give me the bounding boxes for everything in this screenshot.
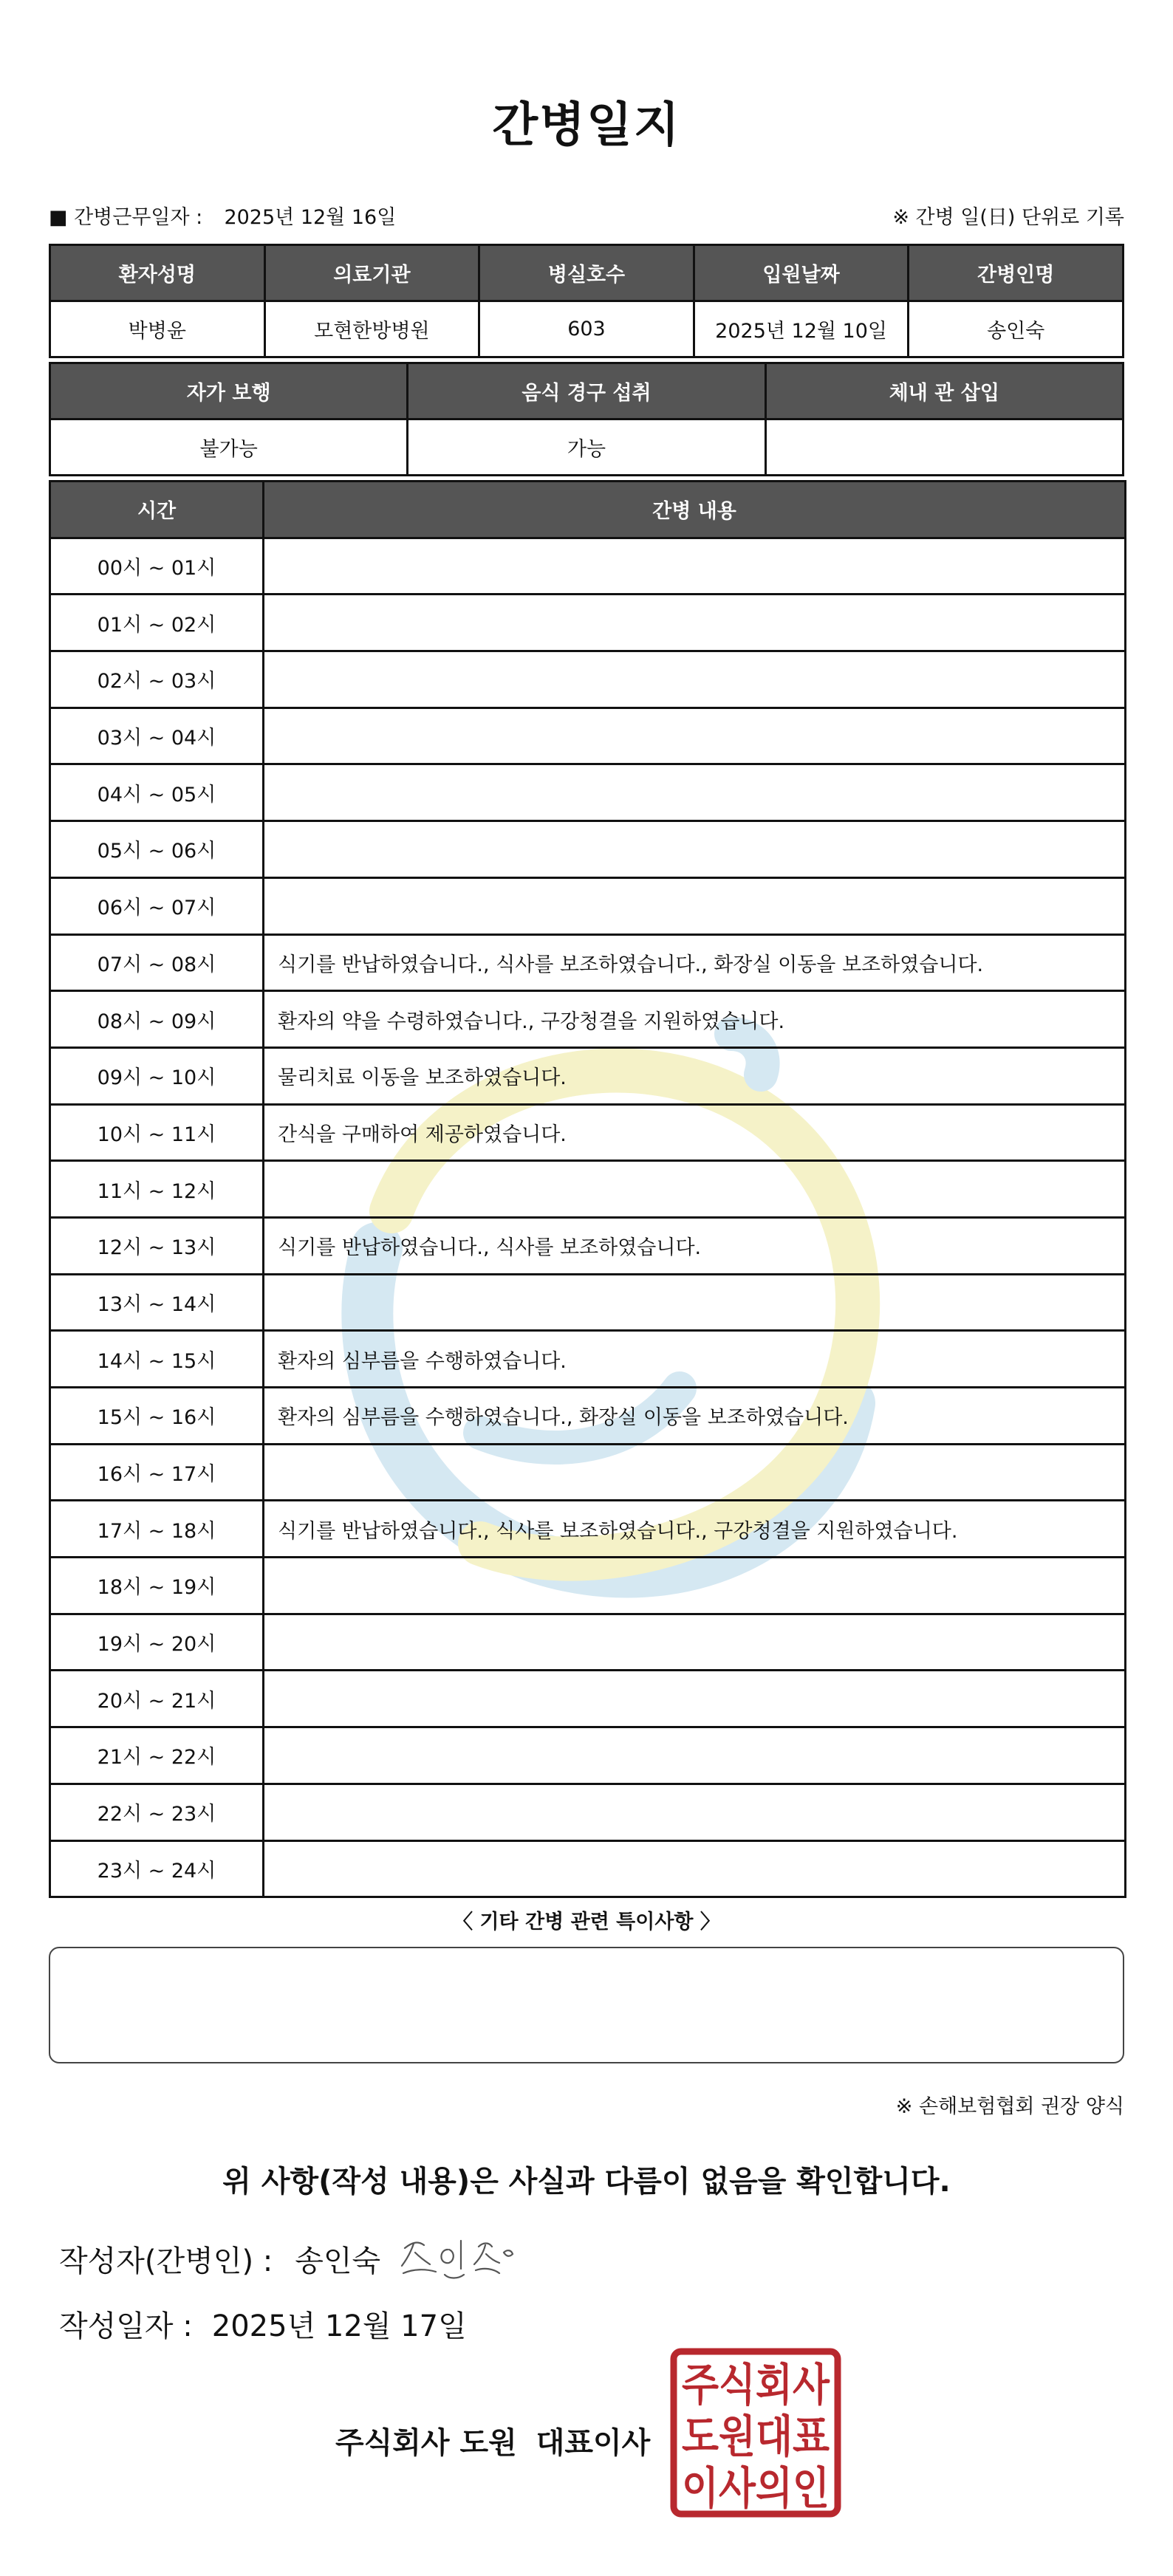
log-time-cell: 19시 ~ 20시 [50, 1614, 264, 1671]
log-content-cell [264, 538, 1126, 595]
document-title: 간병일지 [492, 98, 681, 153]
log-row [50, 1161, 1126, 1218]
written-date-label: 작성일자 : [59, 2309, 193, 2343]
log-content-cell [264, 764, 1126, 821]
log-content-cell: 환자의 심부름을 수행하였습니다., 화장실 이동을 보조하였습니다. [264, 1388, 1126, 1445]
log-row [50, 1558, 1126, 1614]
header-tube-insertion: 체내 관 삽입 [765, 363, 1123, 419]
log-row [50, 595, 1126, 651]
log-content-cell [264, 1558, 1126, 1614]
writer-label: 작성자(간병인) : [59, 2244, 273, 2278]
log-time-cell: 03시 ~ 04시 [50, 708, 264, 764]
log-content-cell: 간식을 구매하여 제공하였습니다. [264, 1104, 1126, 1161]
log-row [50, 1444, 1126, 1501]
log-row [50, 1727, 1126, 1784]
log-row [50, 1671, 1126, 1727]
work-date [49, 201, 396, 230]
log-content-cell: 물리치료 이동을 보조하였습니다. [264, 1047, 1126, 1104]
log-time-cell: 09시 ~ 10시 [50, 1047, 264, 1104]
log-time-cell: 17시 ~ 18시 [50, 1501, 264, 1558]
log-content-cell [264, 595, 1126, 651]
log-row [50, 1047, 1126, 1104]
log-content-cell: 식기를 반납하였습니다., 식사를 보조하였습니다., 구강청결을 지원하였습니다. [264, 1501, 1126, 1558]
log-row [50, 1784, 1126, 1840]
log-row [50, 651, 1126, 708]
header-room-number: 병실호수 [479, 245, 694, 301]
log-row [50, 1104, 1126, 1161]
log-time-cell: 00시 ~ 01시 [50, 538, 264, 595]
log-time-cell: 23시 ~ 24시 [50, 1840, 264, 1897]
log-time-cell: 11시 ~ 12시 [50, 1161, 264, 1218]
log-content-cell: 식기를 반납하였습니다., 식사를 보조하였습니다. [264, 1217, 1126, 1274]
log-row [50, 821, 1126, 878]
patient-info-table [49, 244, 1124, 358]
log-content-cell: 환자의 약을 수령하였습니다., 구강청결을 지원하였습니다. [264, 991, 1126, 1048]
log-time-cell: 18시 ~ 19시 [50, 1558, 264, 1614]
value-oral-intake: 가능 [408, 419, 765, 476]
association-note: ※ 손해보험협회 권장 양식 [895, 2095, 1124, 2118]
log-time-cell: 06시 ~ 07시 [50, 877, 264, 934]
value-admission-date: 2025년 12월 10일 [694, 301, 909, 357]
log-time-cell: 01시 ~ 02시 [50, 595, 264, 651]
status-header-row [50, 363, 1124, 419]
log-row [50, 1274, 1126, 1331]
work-date-value: 2025년 12월 16일 [224, 206, 397, 229]
log-row [50, 1614, 1126, 1671]
confirmation-statement: 위 사항(작성 내용)은 사실과 다름이 없음을 확인합니다. [222, 2165, 951, 2199]
log-row [50, 934, 1126, 991]
svg-text:도원대표: 도원대표 [682, 2412, 830, 2462]
record-unit-note: ※ 간병 일(日) 단위로 기록 [892, 206, 1124, 229]
work-date-label: ■ 간병근무일자 : [49, 206, 203, 229]
log-time-cell: 10시 ~ 11시 [50, 1104, 264, 1161]
header-admission-date: 입원날짜 [694, 245, 909, 301]
log-content-cell: 식기를 반납하였습니다., 식사를 보조하였습니다., 화장실 이동을 보조하였습니다. [264, 934, 1126, 991]
log-header-row [50, 482, 1126, 538]
value-room-number: 603 [479, 301, 694, 357]
log-row [50, 991, 1126, 1048]
log-content-cell [264, 821, 1126, 878]
svg-text:주식회사: 주식회사 [682, 2360, 830, 2410]
log-time-cell: 20시 ~ 21시 [50, 1671, 264, 1727]
svg-text:이사의인: 이사의인 [682, 2464, 830, 2513]
log-row [50, 1388, 1126, 1445]
log-time-cell: 15시 ~ 16시 [50, 1388, 264, 1445]
log-content-cell [264, 1784, 1126, 1840]
written-date-line [59, 2303, 467, 2345]
log-content-cell [264, 1161, 1126, 1218]
header-patient-name: 환자성명 [50, 245, 265, 301]
company-seal-stamp [669, 2347, 842, 2518]
log-content-cell [264, 708, 1126, 764]
log-time-cell: 21시 ~ 22시 [50, 1727, 264, 1784]
log-time-cell: 14시 ~ 15시 [50, 1331, 264, 1388]
writer-line [59, 2238, 380, 2280]
patient-info-value-row [50, 301, 1124, 357]
log-row [50, 1217, 1126, 1274]
log-content-cell [264, 877, 1126, 934]
log-content-cell [264, 651, 1126, 708]
log-row [50, 708, 1126, 764]
log-content-cell [264, 1444, 1126, 1501]
log-time-cell: 05시 ~ 06시 [50, 821, 264, 878]
writer-name: 송인숙 [295, 2244, 381, 2278]
log-time-cell: 13시 ~ 14시 [50, 1274, 264, 1331]
patient-status-table [49, 362, 1124, 476]
company-title: 대표이사 [536, 2426, 651, 2460]
company-name: 주식회사 도원 [335, 2426, 517, 2460]
value-caregiver-name: 송인숙 [909, 301, 1124, 357]
log-content-cell: 환자의 심부름을 수행하였습니다. [264, 1331, 1126, 1388]
value-self-walking: 불가능 [50, 419, 408, 476]
log-content-cell [264, 1727, 1126, 1784]
log-time-cell: 12시 ~ 13시 [50, 1217, 264, 1274]
log-content-cell [264, 1840, 1126, 1897]
status-value-row [50, 419, 1124, 476]
header-care-content: 간병 내용 [264, 482, 1126, 538]
meta-row [49, 201, 1124, 230]
log-row [50, 1840, 1126, 1897]
log-row [50, 538, 1126, 595]
log-content-cell [264, 1614, 1126, 1671]
log-content-cell [264, 1671, 1126, 1727]
log-row [50, 877, 1126, 934]
header-oral-intake: 음식 경구 섭취 [408, 363, 765, 419]
header-self-walking: 자가 보행 [50, 363, 408, 419]
log-time-cell: 02시 ~ 03시 [50, 651, 264, 708]
handwritten-signature [396, 2227, 521, 2286]
remarks-box [49, 1947, 1124, 2063]
header-caregiver-name: 간병인명 [909, 245, 1124, 301]
header-hospital: 의료기관 [264, 245, 479, 301]
log-time-cell: 08시 ~ 09시 [50, 991, 264, 1048]
remarks-title: 〈 기타 간병 관련 특이사항 〉 [453, 1911, 720, 1933]
hourly-log-table [49, 480, 1126, 1898]
value-patient-name: 박병윤 [50, 301, 265, 357]
header-time: 시간 [50, 482, 264, 538]
log-row [50, 1501, 1126, 1558]
log-time-cell: 07시 ~ 08시 [50, 934, 264, 991]
written-date-value: 2025년 12월 17일 [211, 2309, 467, 2343]
log-row [50, 764, 1126, 821]
log-content-cell [264, 1274, 1126, 1331]
log-row [50, 1331, 1126, 1388]
value-hospital: 모현한방병원 [264, 301, 479, 357]
company-line [335, 2419, 650, 2462]
patient-info-header-row [50, 245, 1124, 301]
log-time-cell: 16시 ~ 17시 [50, 1444, 264, 1501]
log-time-cell: 22시 ~ 23시 [50, 1784, 264, 1840]
value-tube-insertion [765, 419, 1123, 476]
log-time-cell: 04시 ~ 05시 [50, 764, 264, 821]
